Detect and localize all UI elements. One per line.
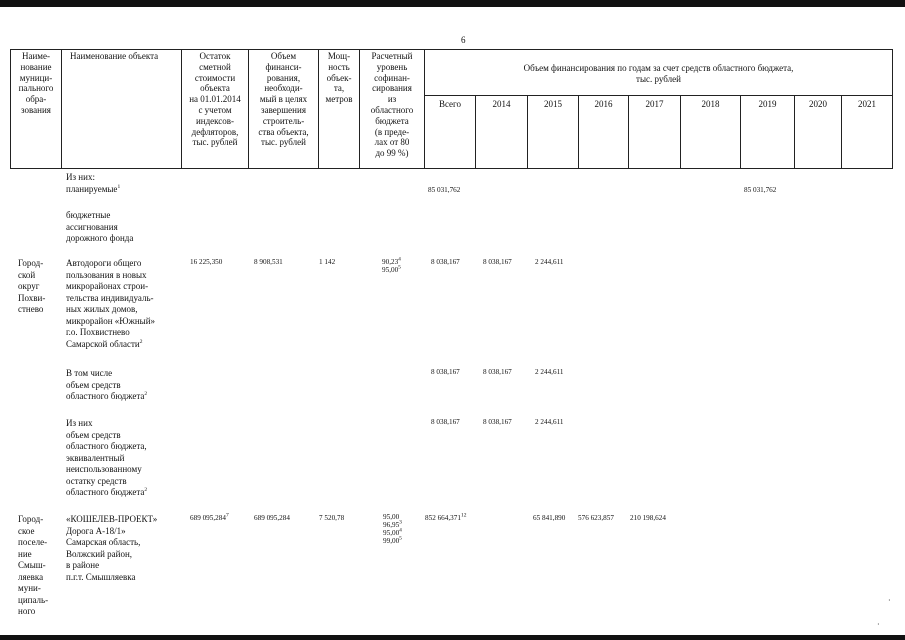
municipality-smyshlyaevka: Город- ское поселе- ние Смыш- ляевка муни- ципаль- ного — [18, 514, 49, 616]
planned-label: Из них: планируемые$^1$ — [66, 172, 121, 194]
header-remaining-cost: Остаток сметной стоимости объекта на 01.01.2014 с учетом индексов- дефляторов, тыс. рублей — [189, 51, 241, 148]
header-capacity: Мощ- ность объек- та, метров — [325, 51, 353, 105]
header-object-name: Наименование объекта — [70, 51, 159, 61]
including-label: В том числе объем средств областного бюджета$^2$ — [66, 368, 148, 401]
y2017-smyshlyaevka: 210 198,624 — [630, 514, 666, 522]
remaining-cost-pokhvistnevo: 16 225,350 — [190, 258, 223, 266]
page-number: 6 — [461, 35, 466, 45]
y2016-smyshlyaevka: 576 623,857 — [578, 514, 614, 522]
object-smyshlyaevka: «КОШЕЛЕВ-ПРОЕКТ» Дорога А-18/1» Самарская область, Волжский район, в районе п.г.т. Смышляевка — [66, 514, 158, 582]
table-header — [10, 49, 893, 169]
scan-speck: · — [888, 596, 891, 605]
header-year-2021: 2021 — [858, 99, 876, 109]
header-year-2018: 2018 — [701, 99, 720, 109]
y2014-pokhvistnevo: 8 038,167 — [483, 258, 512, 266]
capacity-pokhvistnevo: 1 142 — [319, 258, 336, 266]
capacity-smyshlyaevka: 7 520,78 — [319, 514, 345, 522]
total-of-which: 8 038,167 — [431, 418, 460, 426]
level4-smyshlyaevka: 99,00$^5$ — [383, 535, 402, 545]
bottom-border — [0, 635, 905, 640]
header-year-2015: 2015 — [544, 99, 562, 109]
scan-speck: · — [877, 620, 880, 629]
header-cofinancing-level: Расчетный уровень софинан- сирования из областного бюджета (в преде- лах от 80 до 99 %) — [370, 51, 414, 159]
required-smyshlyaevka: 689 095,284 — [254, 514, 290, 522]
header-funding-group: Объем финансирования по годам за счет средств областного бюджета, тыс. рублей — [523, 63, 794, 84]
planned-2019: 85 031,762 — [744, 186, 777, 194]
y2014-of-which: 8 038,167 — [483, 418, 512, 426]
required-pokhvistnevo: 8 908,531 — [254, 258, 283, 266]
header-total: Всего — [438, 99, 462, 109]
level2-smyshlyaevka: 96,95$^3$ — [383, 519, 402, 529]
y2014-including: 8 038,167 — [483, 368, 512, 376]
remaining-cost-smyshlyaevka: 689 095,284$^7$ — [190, 512, 229, 522]
header-year-2017: 2017 — [645, 99, 664, 109]
y2015-smyshlyaevka: 65 841,890 — [533, 514, 566, 522]
header-required-funding: Объем финанси- рования, необходи- мый в целях завершения строитель- ства объекта, тыс. рублей — [258, 51, 309, 148]
total-smyshlyaevka: 852 664,371$^{12}$ — [425, 512, 467, 522]
header-year-2019: 2019 — [758, 99, 777, 109]
y2015-pokhvistnevo: 2 244,611 — [535, 258, 564, 266]
header-year-2020: 2020 — [809, 99, 827, 109]
total-pokhvistnevo: 8 038,167 — [431, 258, 460, 266]
header-municipality: Наиме- нование муници- пального обра- зования — [18, 51, 54, 115]
of-which-label: Из них объем средств областного бюджета, эквивалентный неиспользованному остатку средств областного бюджета$^2$ — [66, 418, 148, 497]
road-fund-label: бюджетные ассигнования дорожного фонда — [66, 210, 134, 243]
y2015-including: 2 244,611 — [535, 368, 564, 376]
total-including: 8 038,167 — [431, 368, 460, 376]
planned-total: 85 031,762 — [428, 186, 461, 194]
level1-pokhvistnevo: 90,23$^4$ — [382, 256, 401, 266]
header-year-2014: 2014 — [492, 99, 511, 109]
header-year-2016: 2016 — [594, 99, 613, 109]
level2-pokhvistnevo: 95,00$^5$ — [382, 264, 401, 274]
level3-smyshlyaevka: 95,00$^4$ — [383, 527, 402, 537]
top-border — [0, 0, 905, 7]
y2015-of-which: 2 244,611 — [535, 418, 564, 426]
municipality-pokhvistnevo: Город- ской округ Похви- стнево — [18, 258, 46, 314]
object-pokhvistnevo: Автодороги общего пользования в новых микрорайонах строи- тельства индивидуаль- ных жилых домов, микрорайон «Южный» г.о. Похвистнево Самарской области$^2$ — [66, 258, 156, 349]
level1-smyshlyaevka: 95,00 — [383, 513, 400, 521]
